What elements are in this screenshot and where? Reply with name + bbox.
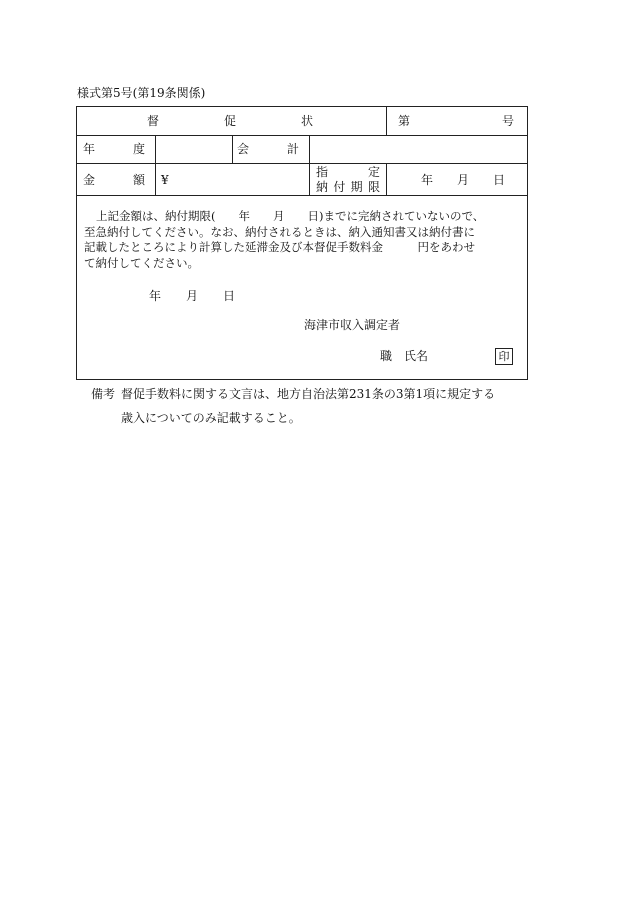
seal-mark: 印 [495, 348, 513, 365]
col-divider-header [386, 107, 387, 135]
document-number: 第 号 [398, 114, 514, 128]
notice-body-line: て納付してください。 [84, 255, 199, 270]
notice-body-line: 記載したところにより計算した延滞金及び本督促手数料金 円をあわせ [84, 240, 475, 255]
notice-body [84, 209, 484, 271]
note-label: 備考 [91, 387, 116, 401]
notice-body-line: 至急納付してください。なお、納付されるときは、納入通知書又は納付書に [84, 224, 475, 239]
form-title: 督 促 状 [147, 114, 313, 128]
fiscal-year-label: 年 度 [83, 142, 145, 156]
col-divider-label [155, 135, 156, 195]
issue-date: 年 月 日 [149, 289, 235, 303]
note-line-1: 督促手数料に関する文言は、地方自治法第231条の3第1項に規定する [121, 387, 496, 401]
col-divider-deadline-date [386, 163, 387, 195]
deadline-date: 年 月 日 [421, 173, 505, 187]
row-divider-2 [77, 163, 527, 164]
notice-body-line: 上記金額は、納付期限( 年 月 日)までに完納されていないので、 [96, 209, 485, 223]
account-label: 会 計 [237, 142, 299, 156]
issuer-title: 海津市収入調定者 [304, 318, 401, 332]
row-divider-3 [77, 195, 527, 196]
currency-symbol: ¥ [161, 173, 169, 187]
amount-label: 金 額 [83, 173, 145, 187]
row-divider-1 [77, 135, 527, 136]
form-label: 様式第5号(第19条関係) [77, 86, 206, 100]
col-divider-account [232, 135, 233, 163]
position-name: 職 氏名 [380, 349, 429, 363]
col-divider-deadline-label [309, 163, 310, 195]
note-line-2: 歳入についてのみ記載すること。 [121, 411, 301, 425]
deadline-label-line2: 納 付 期 限 [316, 180, 380, 194]
deadline-label-line1: 指 定 [316, 165, 380, 179]
col-divider-account-value [309, 135, 310, 163]
